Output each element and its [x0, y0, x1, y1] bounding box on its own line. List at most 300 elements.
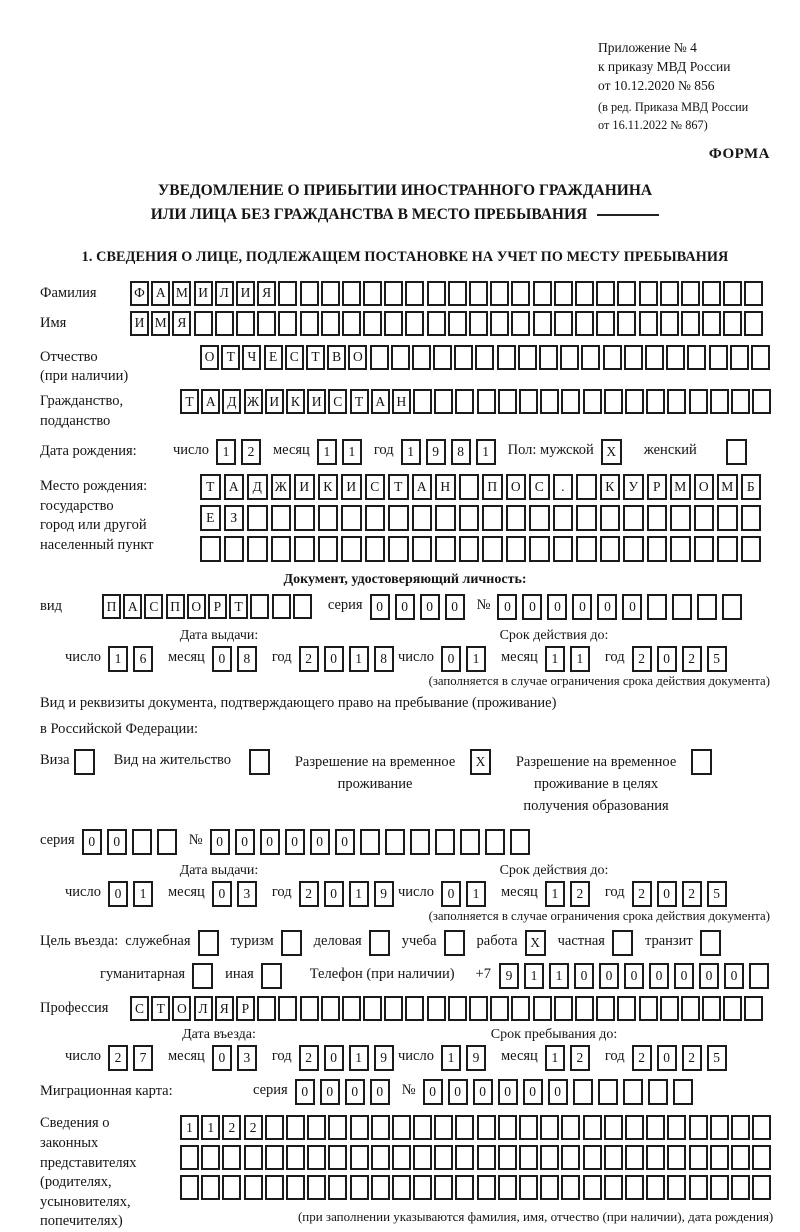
form-cell[interactable]: 2 [299, 1045, 319, 1071]
form-cell[interactable]: 0 [335, 829, 355, 855]
form-cell[interactable]: 5 [707, 881, 727, 907]
form-cell[interactable] [702, 281, 721, 306]
form-cell[interactable] [689, 1175, 708, 1200]
form-cell[interactable] [612, 930, 633, 956]
form-cell[interactable] [427, 281, 446, 306]
form-cell[interactable] [342, 281, 361, 306]
form-cell[interactable] [412, 345, 431, 370]
form-cell[interactable] [370, 345, 389, 370]
form-cell[interactable] [575, 311, 594, 336]
form-cell[interactable] [604, 1145, 623, 1170]
form-cell[interactable] [722, 594, 742, 620]
form-cell[interactable] [363, 281, 382, 306]
form-cell[interactable] [667, 1145, 686, 1170]
form-cell[interactable] [490, 281, 509, 306]
form-cell[interactable] [194, 311, 213, 336]
form-cell[interactable] [647, 505, 668, 531]
form-cell[interactable]: А [201, 389, 220, 414]
form-cell[interactable]: 9 [374, 881, 394, 907]
form-cell[interactable]: Н [435, 474, 456, 500]
form-cell[interactable] [435, 536, 456, 562]
form-cell[interactable]: 0 [599, 963, 619, 989]
form-cell[interactable]: 0 [657, 1045, 677, 1071]
form-cell[interactable] [560, 345, 579, 370]
form-cell[interactable]: 0 [522, 594, 542, 620]
form-cell[interactable] [360, 829, 380, 855]
form-cell[interactable]: С [328, 389, 347, 414]
form-cell[interactable]: 0 [395, 594, 415, 620]
form-cell[interactable]: М [172, 281, 191, 306]
form-cell[interactable] [392, 1115, 411, 1140]
form-cell[interactable] [371, 1175, 390, 1200]
form-cell[interactable] [511, 281, 530, 306]
form-cell[interactable]: 0 [310, 829, 330, 855]
form-cell[interactable] [224, 536, 245, 562]
form-cell[interactable]: 0 [370, 594, 390, 620]
form-cell[interactable] [744, 311, 763, 336]
form-cell[interactable]: О [694, 474, 715, 500]
form-cell[interactable]: 0 [260, 829, 280, 855]
form-cell[interactable] [617, 311, 636, 336]
form-cell[interactable] [271, 505, 292, 531]
form-cell[interactable] [261, 963, 282, 989]
form-cell[interactable] [469, 311, 488, 336]
form-cell[interactable] [385, 829, 405, 855]
form-cell[interactable]: О [200, 345, 219, 370]
form-cell[interactable]: 0 [441, 646, 461, 672]
form-cell[interactable] [751, 345, 770, 370]
form-cell[interactable] [583, 389, 602, 414]
form-cell[interactable] [573, 1079, 593, 1105]
form-cell[interactable]: 1 [201, 1115, 220, 1140]
form-cell[interactable] [200, 536, 221, 562]
form-cell[interactable]: 0 [674, 963, 694, 989]
form-cell[interactable] [250, 594, 269, 619]
form-cell[interactable] [278, 281, 297, 306]
form-cell[interactable]: 1 [441, 1045, 461, 1071]
form-cell[interactable]: 0 [724, 963, 744, 989]
form-cell[interactable] [391, 345, 410, 370]
form-cell[interactable] [74, 749, 95, 775]
form-cell[interactable] [519, 1115, 538, 1140]
form-cell[interactable]: 9 [426, 439, 446, 465]
form-cell[interactable]: М [670, 474, 691, 500]
form-cell[interactable] [731, 1115, 750, 1140]
form-cell[interactable]: Т [180, 389, 199, 414]
form-cell[interactable] [710, 389, 729, 414]
form-cell[interactable] [576, 474, 597, 500]
form-cell[interactable]: 2 [299, 881, 319, 907]
form-cell[interactable] [689, 389, 708, 414]
form-cell[interactable]: 6 [133, 646, 153, 672]
form-cell[interactable] [271, 536, 292, 562]
form-cell[interactable]: 1 [466, 881, 486, 907]
form-cell[interactable]: 0 [82, 829, 102, 855]
form-cell[interactable]: Я [172, 311, 191, 336]
form-cell[interactable] [369, 930, 390, 956]
form-cell[interactable] [731, 389, 750, 414]
form-cell[interactable] [433, 345, 452, 370]
form-cell[interactable]: 0 [370, 1079, 390, 1105]
form-cell[interactable] [519, 1145, 538, 1170]
form-cell[interactable] [388, 505, 409, 531]
form-cell[interactable]: Т [350, 389, 369, 414]
form-cell[interactable] [694, 536, 715, 562]
form-cell[interactable]: Я [215, 996, 234, 1021]
form-cell[interactable] [265, 1175, 284, 1200]
form-cell[interactable] [540, 1175, 559, 1200]
form-cell[interactable]: И [130, 311, 149, 336]
form-cell[interactable]: 1 [216, 439, 236, 465]
form-cell[interactable]: Р [236, 996, 255, 1021]
form-cell[interactable] [529, 536, 550, 562]
form-cell[interactable] [575, 281, 594, 306]
form-cell[interactable] [281, 930, 302, 956]
form-cell[interactable] [434, 1175, 453, 1200]
form-cell[interactable] [498, 389, 517, 414]
form-cell[interactable] [617, 281, 636, 306]
form-cell[interactable] [405, 281, 424, 306]
form-cell[interactable]: 2 [632, 1045, 652, 1071]
form-cell[interactable]: 1 [180, 1115, 199, 1140]
form-cell[interactable] [180, 1145, 199, 1170]
form-cell[interactable] [410, 829, 430, 855]
form-cell[interactable] [384, 281, 403, 306]
form-cell[interactable]: 0 [498, 1079, 518, 1105]
form-cell[interactable]: 0 [212, 1045, 232, 1071]
form-cell[interactable] [215, 311, 234, 336]
form-cell[interactable]: 1 [133, 881, 153, 907]
form-cell[interactable] [300, 996, 319, 1021]
form-cell[interactable] [689, 1115, 708, 1140]
form-cell[interactable] [448, 281, 467, 306]
form-cell[interactable] [482, 536, 503, 562]
form-cell[interactable] [435, 829, 455, 855]
form-cell[interactable]: И [294, 474, 315, 500]
form-cell[interactable] [427, 311, 446, 336]
form-cell[interactable]: Л [194, 996, 213, 1021]
form-cell[interactable] [553, 536, 574, 562]
form-cell[interactable]: 0 [574, 963, 594, 989]
form-cell[interactable]: 0 [441, 881, 461, 907]
form-cell[interactable] [596, 996, 615, 1021]
form-cell[interactable]: 1 [349, 881, 369, 907]
form-cell[interactable]: 0 [107, 829, 127, 855]
form-cell[interactable]: Е [264, 345, 283, 370]
form-cell[interactable] [469, 281, 488, 306]
form-cell[interactable]: 0 [497, 594, 517, 620]
form-cell[interactable]: X [601, 439, 622, 465]
form-cell[interactable] [510, 829, 530, 855]
form-cell[interactable] [412, 505, 433, 531]
form-cell[interactable] [477, 389, 496, 414]
form-cell[interactable]: 3 [237, 1045, 257, 1071]
form-cell[interactable]: 0 [597, 594, 617, 620]
form-cell[interactable]: Р [208, 594, 227, 619]
form-cell[interactable]: З [224, 505, 245, 531]
form-cell[interactable]: 0 [473, 1079, 493, 1105]
form-cell[interactable]: 2 [108, 1045, 128, 1071]
form-cell[interactable] [448, 996, 467, 1021]
form-cell[interactable] [646, 1115, 665, 1140]
form-cell[interactable] [596, 311, 615, 336]
form-cell[interactable] [625, 1145, 644, 1170]
form-cell[interactable] [265, 1115, 284, 1140]
form-cell[interactable]: М [151, 311, 170, 336]
form-cell[interactable] [307, 1175, 326, 1200]
form-cell[interactable]: С [130, 996, 149, 1021]
form-cell[interactable] [294, 536, 315, 562]
form-cell[interactable] [506, 505, 527, 531]
form-cell[interactable] [321, 996, 340, 1021]
form-cell[interactable]: О [348, 345, 367, 370]
form-cell[interactable]: И [194, 281, 213, 306]
form-cell[interactable] [286, 1115, 305, 1140]
form-cell[interactable]: У [623, 474, 644, 500]
form-cell[interactable]: Л [215, 281, 234, 306]
form-cell[interactable] [384, 996, 403, 1021]
form-cell[interactable] [434, 1115, 453, 1140]
form-cell[interactable] [666, 345, 685, 370]
form-cell[interactable] [689, 1145, 708, 1170]
form-cell[interactable] [709, 345, 728, 370]
form-cell[interactable] [444, 930, 465, 956]
form-cell[interactable] [576, 505, 597, 531]
form-cell[interactable] [328, 1115, 347, 1140]
form-cell[interactable] [561, 1145, 580, 1170]
form-cell[interactable] [623, 536, 644, 562]
form-cell[interactable]: С [529, 474, 550, 500]
form-cell[interactable]: 0 [235, 829, 255, 855]
form-cell[interactable]: 1 [349, 1045, 369, 1071]
form-cell[interactable] [294, 505, 315, 531]
form-cell[interactable]: И [236, 281, 255, 306]
form-cell[interactable] [365, 505, 386, 531]
form-cell[interactable] [482, 505, 503, 531]
form-cell[interactable]: В [327, 345, 346, 370]
form-cell[interactable]: Ч [242, 345, 261, 370]
form-cell[interactable]: Т [221, 345, 240, 370]
form-cell[interactable] [670, 536, 691, 562]
form-cell[interactable]: Н [392, 389, 411, 414]
form-cell[interactable]: 0 [420, 594, 440, 620]
form-cell[interactable]: 9 [374, 1045, 394, 1071]
form-cell[interactable] [198, 930, 219, 956]
form-cell[interactable] [180, 1175, 199, 1200]
form-cell[interactable] [604, 1115, 623, 1140]
form-cell[interactable] [459, 536, 480, 562]
form-cell[interactable] [702, 996, 721, 1021]
form-cell[interactable] [554, 311, 573, 336]
form-cell[interactable] [363, 996, 382, 1021]
form-cell[interactable] [723, 311, 742, 336]
form-cell[interactable]: И [341, 474, 362, 500]
form-cell[interactable]: 1 [466, 646, 486, 672]
form-cell[interactable]: Д [247, 474, 268, 500]
form-cell[interactable]: 0 [657, 646, 677, 672]
form-cell[interactable] [646, 1175, 665, 1200]
form-cell[interactable]: 0 [572, 594, 592, 620]
form-cell[interactable]: 0 [320, 1079, 340, 1105]
form-cell[interactable] [371, 1145, 390, 1170]
form-cell[interactable]: 2 [632, 646, 652, 672]
form-cell[interactable] [511, 311, 530, 336]
form-cell[interactable] [624, 345, 643, 370]
form-cell[interactable] [645, 345, 664, 370]
form-cell[interactable] [498, 1145, 517, 1170]
form-cell[interactable]: 5 [707, 646, 727, 672]
form-cell[interactable] [752, 1145, 771, 1170]
form-cell[interactable]: 0 [108, 881, 128, 907]
form-cell[interactable]: . [553, 474, 574, 500]
form-cell[interactable] [581, 345, 600, 370]
form-cell[interactable] [667, 1175, 686, 1200]
form-cell[interactable]: А [371, 389, 390, 414]
form-cell[interactable] [247, 505, 268, 531]
form-cell[interactable] [533, 311, 552, 336]
form-cell[interactable] [583, 1115, 602, 1140]
form-cell[interactable]: Т [388, 474, 409, 500]
form-cell[interactable]: Е [200, 505, 221, 531]
form-cell[interactable]: О [506, 474, 527, 500]
form-cell[interactable] [710, 1145, 729, 1170]
form-cell[interactable] [553, 505, 574, 531]
form-cell[interactable] [455, 1115, 474, 1140]
form-cell[interactable] [623, 1079, 643, 1105]
form-cell[interactable] [749, 963, 769, 989]
form-cell[interactable] [752, 389, 771, 414]
form-cell[interactable] [723, 996, 742, 1021]
form-cell[interactable] [717, 536, 738, 562]
form-cell[interactable] [413, 1115, 432, 1140]
form-cell[interactable] [561, 1115, 580, 1140]
form-cell[interactable] [405, 311, 424, 336]
form-cell[interactable]: 0 [624, 963, 644, 989]
form-cell[interactable]: 9 [499, 963, 519, 989]
form-cell[interactable] [455, 1175, 474, 1200]
form-cell[interactable] [350, 1115, 369, 1140]
form-cell[interactable] [600, 505, 621, 531]
form-cell[interactable]: С [365, 474, 386, 500]
form-cell[interactable] [392, 1175, 411, 1200]
form-cell[interactable] [498, 1175, 517, 1200]
form-cell[interactable]: 0 [699, 963, 719, 989]
form-cell[interactable]: 0 [448, 1079, 468, 1105]
form-cell[interactable] [726, 439, 747, 465]
form-cell[interactable]: 0 [210, 829, 230, 855]
form-cell[interactable]: 1 [545, 646, 565, 672]
form-cell[interactable] [477, 1145, 496, 1170]
form-cell[interactable] [583, 1145, 602, 1170]
form-cell[interactable] [477, 1115, 496, 1140]
form-cell[interactable] [244, 1145, 263, 1170]
form-cell[interactable] [540, 389, 559, 414]
form-cell[interactable]: С [144, 594, 163, 619]
form-cell[interactable]: А [412, 474, 433, 500]
form-cell[interactable] [307, 1115, 326, 1140]
form-cell[interactable] [307, 1145, 326, 1170]
form-cell[interactable] [318, 536, 339, 562]
form-cell[interactable]: М [717, 474, 738, 500]
form-cell[interactable] [459, 505, 480, 531]
form-cell[interactable] [639, 311, 658, 336]
form-cell[interactable]: 0 [285, 829, 305, 855]
form-cell[interactable]: А [123, 594, 142, 619]
form-cell[interactable] [576, 536, 597, 562]
form-cell[interactable]: 1 [545, 881, 565, 907]
form-cell[interactable] [700, 930, 721, 956]
form-cell[interactable] [455, 1145, 474, 1170]
form-cell[interactable]: Т [229, 594, 248, 619]
form-cell[interactable] [278, 311, 297, 336]
form-cell[interactable]: Т [200, 474, 221, 500]
form-cell[interactable]: О [172, 996, 191, 1021]
form-cell[interactable] [648, 1079, 668, 1105]
form-cell[interactable] [730, 345, 749, 370]
form-cell[interactable] [681, 996, 700, 1021]
form-cell[interactable]: X [525, 930, 546, 956]
form-cell[interactable] [583, 1175, 602, 1200]
form-cell[interactable]: Ж [244, 389, 263, 414]
form-cell[interactable]: П [102, 594, 121, 619]
form-cell[interactable]: 8 [451, 439, 471, 465]
form-cell[interactable] [497, 345, 516, 370]
form-cell[interactable] [448, 311, 467, 336]
form-cell[interactable] [286, 1145, 305, 1170]
form-cell[interactable]: 1 [342, 439, 362, 465]
form-cell[interactable]: А [224, 474, 245, 500]
form-cell[interactable]: О [187, 594, 206, 619]
form-cell[interactable] [272, 594, 291, 619]
form-cell[interactable] [731, 1175, 750, 1200]
form-cell[interactable] [744, 281, 763, 306]
form-cell[interactable] [639, 281, 658, 306]
form-cell[interactable]: 0 [649, 963, 669, 989]
form-cell[interactable]: 2 [241, 439, 261, 465]
form-cell[interactable] [710, 1175, 729, 1200]
form-cell[interactable] [412, 536, 433, 562]
form-cell[interactable]: 1 [524, 963, 544, 989]
form-cell[interactable] [257, 996, 276, 1021]
form-cell[interactable] [490, 996, 509, 1021]
form-cell[interactable] [625, 1115, 644, 1140]
form-cell[interactable] [604, 389, 623, 414]
form-cell[interactable]: 2 [682, 881, 702, 907]
form-cell[interactable] [392, 1145, 411, 1170]
form-cell[interactable] [723, 281, 742, 306]
form-cell[interactable] [278, 996, 297, 1021]
form-cell[interactable] [660, 996, 679, 1021]
form-cell[interactable]: И [265, 389, 284, 414]
form-cell[interactable] [744, 996, 763, 1021]
form-cell[interactable] [554, 996, 573, 1021]
form-cell[interactable] [222, 1175, 241, 1200]
form-cell[interactable] [691, 749, 712, 775]
form-cell[interactable]: 8 [237, 646, 257, 672]
form-cell[interactable] [646, 389, 665, 414]
form-cell[interactable]: 0 [657, 881, 677, 907]
form-cell[interactable]: 2 [682, 646, 702, 672]
form-cell[interactable] [540, 1115, 559, 1140]
form-cell[interactable] [469, 996, 488, 1021]
form-cell[interactable] [625, 1175, 644, 1200]
form-cell[interactable] [201, 1175, 220, 1200]
form-cell[interactable] [752, 1175, 771, 1200]
form-cell[interactable]: К [600, 474, 621, 500]
form-cell[interactable] [717, 505, 738, 531]
form-cell[interactable] [413, 389, 432, 414]
form-cell[interactable] [660, 311, 679, 336]
